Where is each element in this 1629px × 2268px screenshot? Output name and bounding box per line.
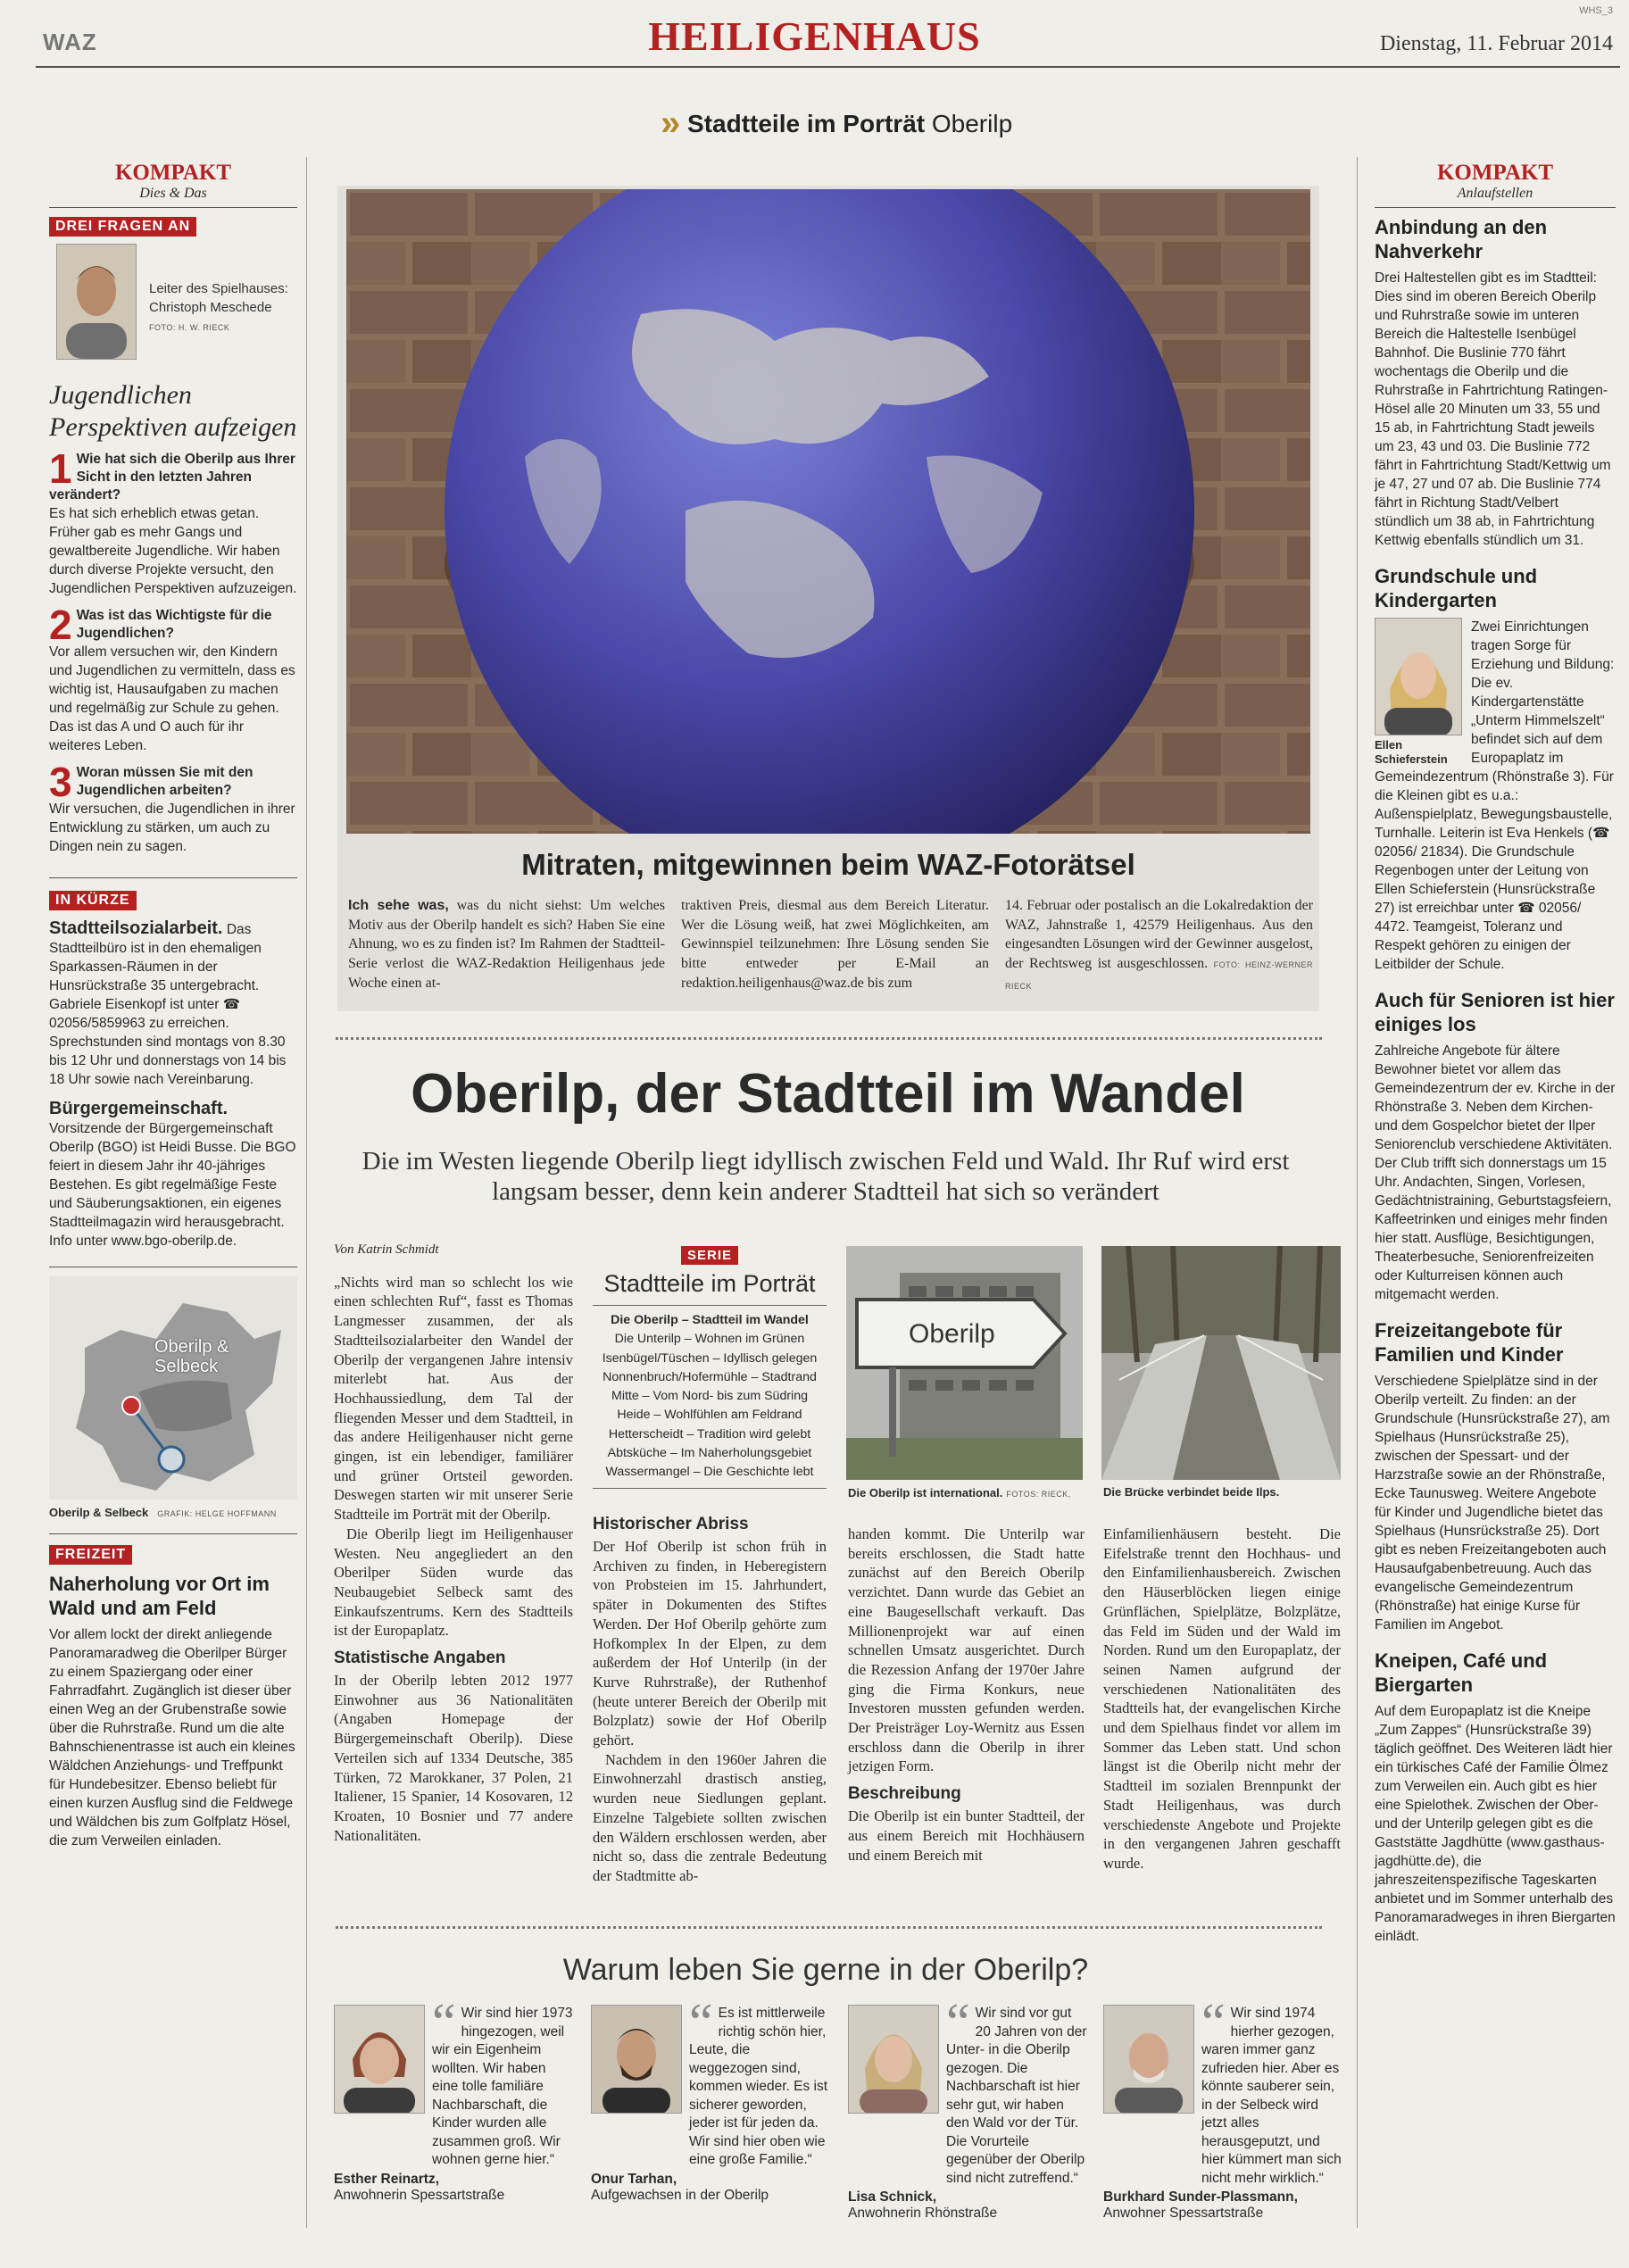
answer-text: Es hat sich erheblich etwas getan. Früher gab es mehr Gangs und gewaltbereite Jugendliche. Wir haben durch diverse Projekte versucht, den Jugendlichen Perspektiven aufzuzeigen. [49, 506, 297, 596]
quote-icon: “ [432, 1993, 456, 2052]
voice-text: “ Wir sind vor gut 20 Jahren von der Unter- in die Oberilp gezogen. Die Nachbarschaft ist hier sehr gut, wir haben den Wald vor der Tür. Die Vorurteile gegenüber der Oberilp sind nicht zutreffend.“ [946, 1993, 1087, 2186]
voice-text: “ Wir sind hier 1973 hingezogen, weil wir ein Eigenheim wollten. Wir haben eine tolle familiäre Nachbarschaft, die Kinder wurden alle zusammen groß. Wir wohnen gerne hier.“ [432, 1993, 573, 2167]
voice-3 [848, 1993, 1087, 2222]
quiz-headline: Mitraten, mitgewinnen beim WAZ-Fotorätsel [521, 848, 1135, 881]
nahverkehr-body: Drei Haltestellen gibt es im Stadtteil: Dies sind im oberen Bereich Oberilp und Ruhrstraße sowie im unteren Bereich die Haltestelle Isenbügel Bahnhof. Die Buslinie 770 fährt wochentags die Oberilp und die Ruhrstraße in Fahrtrichtung Ratingen-Hösel alle 20 Minuten um 33, 55 und 15 ab, in Fahrtrichtung Stadt jeweils um 23, 43 und 03. Die Buslinie 772 fährt in Fahrtrichtung Stadt/Kettwig um je 47, 27 und 07 ab. Die Buslinie 774 fährt in Richtung Stadt/Velbert stündlich um 38 ab, in Fahrtrichtung Kettwig ebenfalls stündlich um 31. [1375, 270, 1611, 548]
sign-photo-graphic [846, 1246, 1083, 1480]
voice-role: Anwohnerin Rhönstraße [848, 2206, 998, 2221]
paper-name: WAZ [43, 29, 97, 55]
portrait-man-icon [592, 2006, 681, 2113]
portrait-man-icon [1104, 2006, 1193, 2113]
photo-quiz-box [337, 186, 1319, 1011]
kurz-body: Vorsitzende der Bürgergemeinschaft Oberilp (BGO) ist Heidi Busse. Die BGO feiert in diesem Jahr ihr 40-jähriges Bestehen. Es gibt regelmäßige Feste und Säuberungsaktionen, ein eigenes Stadtteilmagazin wird herausgebracht. Info unter www.bgo-oberilp.de. [49, 1121, 296, 1249]
serie-item: Heide – Wohlfühlen am Feldrand [617, 1408, 802, 1423]
article-paragraph: „Nichts wird man so schlecht los wie einen schlechten Ruf“, fasst es Thomas Langmesser zusammen, der als Stadtteilsozialarbeiter den Wandel der Oberilp der vergangenen Jahre intensiv miterlebt hat. Aus der Hochhaussiedlung, dem Tal der fliegenden Messer und dem Stadtteil, in das andere Heiligenhauser nicht gerne gingen, ist ein lebendiger, familiärer und grüner Ortsteil geworden. Deswegen starten wir mit unserer Serie Stadtteile im Porträt mit der Oberilp. [334, 1273, 573, 1524]
question-number: 3 [49, 759, 72, 805]
familien-head: Freizeitangebote für Familien und Kinder [1375, 1319, 1564, 1366]
photo2-caption: Die Brücke verbindet beide Ilps. [1103, 1485, 1280, 1499]
senioren-body: Zahlreiche Angebote für ältere Bewohner bietet vor allem das Gemeindezentrum der ev. Kirche in der Rhönstraße 3. Neben dem Kirchen- und dem Gospelchor bietet der Ilper Seniorenclub verschiedene Aktivitäten. Der Club trifft sich donnerstags um 15 Uhr. Andachten, Singen, Vorlesen, Gedächtnistraining, Geburtstagsfeiern, Kaffeetrinken und einiges mehr finden hier statt. Ausflüge, Besichtigungen, Theaterbesuche, Seniorenfreizeiten oder Kulturreisen können auch mitgemacht werden. [1375, 1043, 1616, 1302]
district-map [49, 1276, 297, 1500]
article-col-4 [1103, 1524, 1341, 1873]
quiz-credit: FOTO: HEINZ-WERNER RIECK [1005, 960, 1313, 991]
map-label: Oberilp & Selbeck [154, 1337, 229, 1376]
meschede-photo [56, 244, 137, 360]
kurz-head: Stadtteilsozialarbeit. [49, 918, 223, 938]
question-number: 2 [49, 602, 72, 648]
voice-name: Esther Reinartz, [334, 2171, 440, 2187]
voice-2 [591, 1993, 830, 2204]
reinartz-photo [334, 2005, 425, 2114]
portrait-woman-icon [849, 2006, 938, 2113]
portrait-man-icon [57, 245, 136, 359]
blue-globe-photo [346, 189, 1310, 834]
freizeit-body: Vor allem lockt der direkt anliegende Panoramaradweg die Oberilper Bürger zu einem Spaziergang oder einer Fahrradfahrt. Zugänglich ist dieser über einen Weg an der Grubenstraße sowie über die Ruhrstraße. Rund um die alte Bahnschienentrasse ist auch ein kleines Wäldchen Anziehungs- und Treffpunkt für Hundebesitzer. Ebenso beliebt für einen kurzen Ausflug sind die Feldwege und Wäldchen bis zum Golfplatz Hösel, die zum Verweilen einladen. [49, 1627, 295, 1848]
map-caption: Oberilp & Selbeck [49, 1506, 149, 1519]
article-dek: Die im Westen liegende Oberilp liegt idyllisch zwischen Feld und Wald. Ihr Ruf wird erst langsam besser, denn kein anderer Stadtteil hat sich so verändert [362, 1147, 1290, 1206]
serie-item: Mitte – Vom Nord- bis zum Südring [611, 1389, 808, 1404]
bridge-photo-graphic [1101, 1246, 1341, 1480]
voice-text: “ Wir sind 1974 hierher gezogen, waren immer ganz zufrieden hier. Aber es könnte sauberer sein, in der Selbeck wird jetzt alles herausgeputzt, und hier kümmert man sich nicht mehr wirklich.“ [1201, 1993, 1342, 2186]
kompakt-sub: Anlaufstellen [1457, 186, 1533, 201]
quiz-photo [346, 189, 1310, 834]
quote-icon: “ [1201, 1993, 1226, 2052]
answer-text: Vor allem versuchen wir, den Kindern und Jugendlichen zu vermitteln, dass es wichtig ist, Hausaufgaben zu machen und regelmäßig zur Schule zu gehen. Das ist das A und O auch für ihr weiteres Leben. [49, 644, 295, 753]
article-subhead: Historischer Abriss [593, 1515, 749, 1533]
map-graphic [49, 1276, 297, 1500]
kompakt-label: KOMPAKT [114, 161, 232, 185]
article-paragraph: Die Oberilp liegt im Heiligenhauser Westen. Neu angegliedert an den Oberilper Süden wurde das Neubaugebiet Selbeck samt des Einkaufszentrums. Kern des Stadtteils ist der Europaplatz. [334, 1524, 573, 1640]
sunder-plassmann-photo [1103, 2005, 1194, 2114]
quote-icon: “ [946, 1993, 970, 2052]
voice-role: Anwohnerin Spessartstraße [334, 2187, 505, 2203]
question-3 [49, 759, 297, 856]
series-subtitle: Oberilp [931, 110, 1013, 137]
interview-headline: Jugendlichen Perspektiven aufzeigen [49, 380, 297, 442]
series-banner [661, 104, 1012, 144]
issue-date: Dienstag, 11. Februar 2014 [1379, 32, 1613, 55]
kneipen-body: Auf dem Europaplatz ist die Kneipe „Zum Zappes“ (Hunsrückstraße 39) täglich geöffnet. Des Weiteren lädt hier ein türkisches Café der Familie Ölmez zum Verweilen ein. Auch gibt es hier eine Spielothek. Zwischen der Ober- und der Unterilp gelegen gibt es die Gaststätte Jagdhütte (www.gasthaus-jagdhütte.de), die jahreszeitenspezifische Tageskarten anbietet und im Sommer unterhalb des Panoramaradweges in ihren Biergarten einlädt. [1375, 1704, 1616, 1944]
grundschule-body-a: Zwei Einrichtungen tragen Sorge für Erziehung und Bildung: Die ev. Kindergartenstätte „Unterm Himmelszelt“ befindet sich auf dem Europaplatz im [1471, 619, 1615, 766]
kneipen-head: Kneipen, Café und Biergarten [1375, 1649, 1548, 1696]
kurz-body: Das Stadtteilbüro ist in den ehemaligen Sparkassen-Räumen in der Hunsrückstraße 35 untergebracht. Gabriele Eisenkopf ist unter ☎ 02056/5859963 zu erreichen. Sprechstunden sind montags von 8.30 bis 12 Uhr und donnerstags von 14 bis 18 Uhr sowie nach Vereinbarung. [49, 922, 287, 1087]
grundschule-head: Grundschule und Kindergarten [1375, 565, 1538, 611]
freizeit-kicker: FREIZEIT [49, 1545, 132, 1565]
answer-text: Wir versuchen, die Jugendlichen in ihrer Entwicklung zu stärken, um auch zu Dingen nein zu sagen. [49, 802, 295, 854]
question-text: Wie hat sich die Oberilp aus Ihrer Sicht in den letzten Jahren verändert? [49, 452, 295, 503]
voice-1 [334, 1993, 573, 2204]
right-column-divider [1357, 157, 1358, 2228]
quiz-col-1: Ich sehe was, was du nicht siehst: Um welches Motiv aus der Oberilp handelt es sich? Haben Sie eine Ahnung, wo es zu finden ist? Im Rahmen der Stadtteil-Serie verlost die WAZ-Redaktion Heiligenhaus jede Woche einen at- [348, 898, 666, 991]
photo1-caption-line [848, 1485, 1071, 1501]
article-paragraph: In der Oberilp lebten 2012 1977 Einwohner aus 36 Nationalitäten (Angaben Homepage der Bürgergemeinschaft Oberilp). Diese Verteilen sich auf 1334 Deutsche, 385 Türken, 72 Marokkaner, 37 Polen, 21 Italiener, 15 Spanier, 14 Kosovaren, 12 Kroaten, 10 Bosnier und 77 andere Nationalitäten. [334, 1672, 573, 1844]
person-intro: Leiter des Spielhauses: Christoph Meschede FOTO: H. W. RIECK [149, 281, 288, 332]
schieferstein-photo [1375, 618, 1462, 735]
article-paragraph: Die Oberilp ist ein bunter Stadtteil, der aus einem Bereich mit Hochhäusern und einem Bereich mit [848, 1807, 1085, 1864]
kompakt-sub: Dies & Das [139, 186, 207, 201]
bridge-photo [1101, 1246, 1341, 1480]
nahverkehr-head: Anbindung an den Nahverkehr [1375, 216, 1548, 262]
voices-separator [336, 1926, 1322, 1929]
voice-role: Anwohner Spessartstraße [1103, 2206, 1264, 2221]
serie-item: Hetterscheidt – Tradition wird gelebt [608, 1426, 811, 1441]
portrait-woman-icon [1376, 619, 1461, 735]
serie-box [593, 1246, 827, 1489]
map-target-icon [159, 1447, 184, 1472]
map-credit: GRAFIK: HELGE HOFFMANN [157, 1509, 277, 1518]
kurz-stadtteilsozialarbeit [49, 919, 297, 1089]
left-column-divider [306, 157, 307, 2228]
serie-item: Die Unterilp – Wohnen im Grünen [614, 1332, 805, 1347]
grundschule-body-b: Gemeindezentrum (Rhönstraße 3). Für die Kleinen gibt es u.a.: Außenspielplatz, Bewegungsbaustelle, Turnhalle. Leiterin ist Eva Henkels (☎ 02056/ 21834). Die Grundschule Regenbogen unter der Leitung von Ellen Schieferstein (Hunsrückstraße 27) ist erreichbar unter ☎ 02056/ 4472. Teamgeist, Toleranz und Respekt gehören zu einigen der Leitbilder der Schule. [1375, 769, 1614, 972]
article-paragraph: handen kommt. Die Unterilp war bereits erschlossen, die Stadt hatte zunächst auf den Bereich Oberilp verzichtet. Dann wurde das Gebiet an eine Baugesellschaft verkauft. Das Millionenprojekt war auf einen schnellen Umsatz ausgerichtet. Durch die Rezession Anfang der 1970er Jahre ging die Firma Konkurs, neue Investoren mussten gefunden werden. Der Preisträger Loy-Wernitz aus Essen erschloss dann die Oberilp in ihrer jetzigen Form. [848, 1525, 1085, 1775]
voice-role: Aufgewachsen in der Oberilp [591, 2187, 769, 2203]
serie-list [593, 1311, 827, 1483]
serie-kicker: SERIE [681, 1246, 738, 1265]
article-subhead: Beschreibung [848, 1784, 961, 1804]
tarhan-photo [591, 2005, 682, 2114]
voice-4 [1103, 1993, 1342, 2222]
series-arrow-icon: » [661, 104, 681, 143]
serie-item: Nonnenbruch/Hofermühle – Stadtrand [603, 1369, 817, 1384]
left-column [49, 161, 297, 1850]
kurz-head: Bürgergemeinschaft. [49, 1099, 229, 1118]
article-paragraph: Nachdem in den 1960er Jahren die Einwohnerzahl drastisch anstieg, wurden neue Siedlungen geplant. Einzelne Talgebiete sollten zwischen den Wäldern erschlossen werden, aber nicht so, dass die zentrale Bedeutung der Stadtmitte ab- [593, 1750, 827, 1884]
portrait-woman-icon [335, 2006, 424, 2113]
voice-name: Onur Tarhan, [591, 2171, 677, 2187]
kompakt-label: KOMPAKT [1436, 161, 1554, 185]
familien-body: Verschiedene Spielplätze sind in der Oberilp verteilt. Zu finden: an der Grundschule (Hunsrückstraße 27), am Spielhaus (Hunsrückstraße 25), zwischen der Spessart- und der Harzstraße sowie an der Rhönstraße, Ecke Taunusweg. Weitere Angebote für Kinder und Jugendliche bietet das Spielhaus (Hunsrückstraße 25). Dort gibt es neben Freizeitangeboten auch Hausaufgabenbetreuung. Auch das evangelische Gemeindezentrum (Rhönstraße) hat einige Kurse für Familien im Angebot. [1375, 1374, 1610, 1632]
photo-credit: FOTO: H. W. RIECK [149, 323, 230, 332]
voices-headline: Warum leben Sie gerne in der Oberilp? [562, 1953, 1089, 1987]
question-text: Was ist das Wichtigste für die Jugendlichen? [76, 608, 272, 641]
article-paragraph: Einfamilienhäusern besteht. Die Eifelstraße trennt den Hochhaus- und den Einfamilienhausbereich. Zwischen den Häuserblöcken liegen einige Grünflächen, Spielplätze, Bolzplätze, das Feld im Süden und der Wald im Norden. Rund um den Europaplatz, der seinen Namen aufgrund der verschiedenen Nationalitäten des Stadtteils hat, der evangelischen Kirche und dem Spielhaus findet vor allem im Sommer das Leben statt. Und schon längst ist die Oberilp nicht mehr der Stadtteil im sozialen Brennpunkt der Stadt Heiligenhaus, was durch verschiedenste Angebote und Projekte in den vergangenen Jahren geschafft wurde. [1103, 1525, 1341, 1872]
voice-name: Burkhard Sunder-Plassmann, [1103, 2189, 1298, 2205]
voice-text: “ Es ist mittlerweile richtig schön hier, Leute, die weggezogen sind, kommen wieder. Es ist sicherer geworden, jeder ist für jeden da. Wir sind hier oben wie eine große Familie.“ [689, 1993, 828, 2167]
voice-name: Lisa Schnick, [848, 2189, 937, 2205]
serie-item: Isenbügel/Tüschen – Idyllisch gelegen [602, 1350, 818, 1366]
serie-item: Die Oberilp – Stadtteil im Wandel [611, 1313, 809, 1327]
article-headline: Oberilp, der Stadtteil im Wandel [411, 1063, 1245, 1125]
header-rule [36, 66, 1620, 68]
question-1 [49, 445, 297, 598]
sign-text: Oberilp [909, 1319, 995, 1349]
page-title: HEILIGENHAUS [648, 13, 981, 59]
in-kuerze-kicker: IN KÜRZE [49, 891, 137, 910]
question-text: Woran müssen Sie mit den Jugendlichen arbeiten? [76, 765, 253, 798]
page-code: WHS_3 [1579, 5, 1613, 16]
serie-item: Abtsküche – Im Naherholungsgebiet [607, 1446, 812, 1461]
photo1-caption: Die Oberilp ist international. [848, 1486, 1003, 1500]
byline: Von Katrin Schmidt [334, 1242, 439, 1257]
question-number: 1 [49, 445, 72, 492]
quote-icon: “ [689, 1993, 713, 2052]
serie-title: Stadtteile im Porträt [603, 1270, 816, 1297]
article-col-3 [848, 1524, 1085, 1865]
right-column [1375, 161, 1616, 1946]
quiz-separator [336, 1037, 1322, 1040]
map-pin-icon [122, 1397, 140, 1415]
freizeit-headline: Naherholung vor Ort im Wald und am Feld [49, 1573, 270, 1619]
question-2 [49, 602, 297, 755]
schieferstein-name: Ellen Schieferstein [1375, 738, 1448, 766]
senioren-head: Auch für Senioren ist hier einiges los [1375, 989, 1615, 1035]
article-col-2 [593, 1514, 827, 1886]
article-col-1 [334, 1241, 573, 1845]
series-title: Stadtteile im Porträt [687, 110, 926, 137]
article-paragraph: Der Hof Oberilp ist schon früh in Archiven zu finden, in Heberegistern von Probsteien im 15. Jahrhundert, später in Dokumenten des Stiftes Werden. Der Hof Oberilp gehörte zum Hofkomplex In der Elpen, zu dem außerdem der Hof Unterilp (in der Kurve Ruhrstraße), der Ruthenhof (heute unterer Bereich der Oberilp mit Bolzplatz) sowie der Hof Oberilp gehört. [593, 1538, 827, 1749]
photo1-credit: FOTOS: RIECK, [1006, 1490, 1071, 1499]
schnick-photo [848, 2005, 939, 2114]
schieferstein-photo-block [1375, 618, 1464, 767]
quiz-col-3: 14. Februar oder postalisch an die Lokalredaktion der WAZ, Jahnstraße 1, 42579 Heiligenhaus. Aus den eingesandten Lösungen wird der Gewinner ausgelost, der Rechtsweg ist ausgeschlossen. FOTO: HEINZ-WERNER RIECK [1005, 898, 1313, 991]
oberilp-sign-photo [846, 1246, 1083, 1480]
serie-item: Wassermangel – Die Geschichte lebt [605, 1465, 814, 1480]
drei-fragen-kicker: DREI FRAGEN AN [49, 217, 196, 237]
kurz-buergergemeinschaft [49, 1100, 297, 1250]
quiz-col-2: traktiven Preis, diesmal aus dem Bereich Literatur. Wer die Lösung weiß, hat zwei Möglichkeiten, am Gewinnspiel teilzunehmen: Ihre Lösung senden Sie bitte entweder per E-Mail an redaktion.heiligenhaus@waz.de bis zum [681, 898, 989, 991]
article-subhead: Statistische Angaben [334, 1649, 506, 1668]
